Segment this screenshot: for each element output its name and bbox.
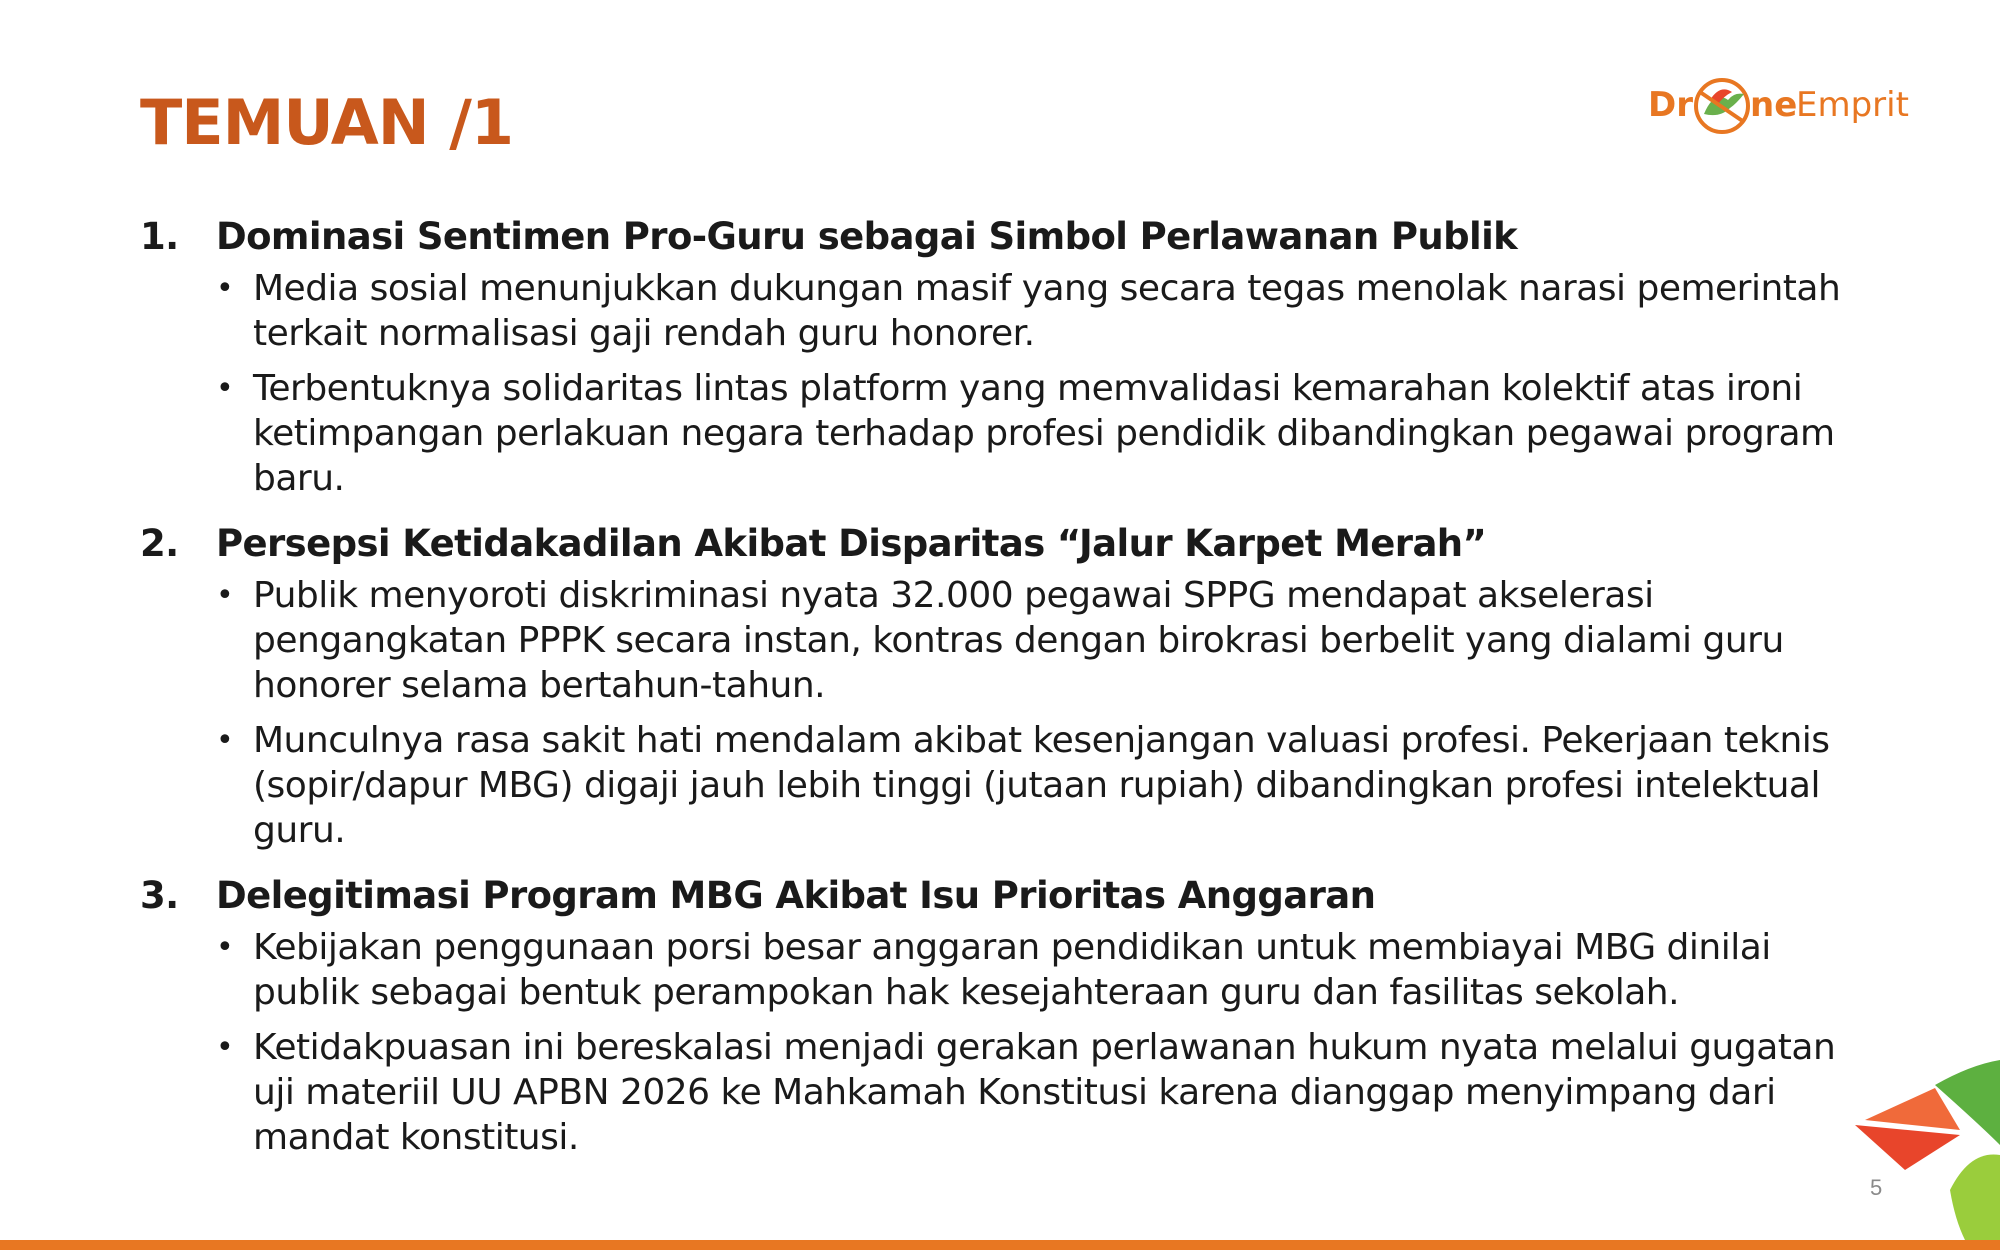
logo-text-suffix: Emprit [1796,85,1909,125]
finding-heading [140,871,1880,921]
finding-section-1 [140,212,1880,501]
finding-section-3 [140,871,1880,1160]
bullet-list [140,266,1880,501]
logo-text-prefix: Dr [1648,85,1693,125]
bullet-dot: • [216,1030,234,1065]
bullet-dot: • [216,723,234,758]
drone-emprit-logo [1648,70,1916,140]
drone-bird-icon [1696,80,1748,132]
finding-number: 3. [140,874,179,917]
bullet-item [140,1025,1880,1160]
bullet-dot: • [216,371,234,406]
finding-heading-text: Delegitimasi Program MBG Akibat Isu Prioritas Anggaran [216,874,1376,917]
bullet-text: Ketidakpuasan ini bereskalasi menjadi gerakan perlawanan hukum nyata melalui gugatan uji materiil UU APBN 2026 ke Mahkamah Konstitusi karena dianggap menyimpang dari mandat konstitusi. [253,1027,1836,1158]
finding-heading [140,212,1880,262]
findings-list [140,212,1880,1178]
bullet-text: Munculnya rasa sakit hati mendalam akibat kesenjangan valuasi profesi. Pekerjaan teknis (sopir/dapur MBG) digaji jauh lebih tinggi (jutaan rupiah) dibandingkan profesi intelektual guru. [253,720,1830,851]
corner-lime-shape [1950,1154,2000,1240]
finding-heading-text: Persepsi Ketidakadilan Akibat Disparitas “Jalur Karpet Merah” [216,522,1487,565]
bottom-accent-bar [0,1240,2000,1250]
bullet-text: Kebijakan penggunaan porsi besar anggaran pendidikan untuk membiayai MBG dinilai publik sebagai bentuk perampokan hak kesejahteraan guru dan fasilitas sekolah. [253,927,1771,1013]
bullet-text: Publik menyoroti diskriminasi nyata 32.000 pegawai SPPG mendapat akselerasi pengangkatan PPPK secara instan, kontras dengan birokrasi berbelit yang dialami guru honorer selama bertahun-tahun. [253,575,1784,706]
bullet-list [140,573,1880,853]
finding-heading [140,519,1880,569]
bullet-list [140,925,1880,1160]
bullet-item [140,366,1880,501]
slide-title: TEMUAN /1 [140,86,514,159]
finding-number: 1. [140,215,179,258]
bullet-item [140,925,1880,1015]
corner-red-shape [1855,1125,1960,1170]
finding-section-2 [140,519,1880,853]
bullet-text: Media sosial menunjukkan dukungan masif yang secara tegas menolak narasi pemerintah terkait normalisasi gaji rendah guru honorer. [253,268,1841,354]
logo-text-mid: ne [1750,85,1798,125]
bullet-dot: • [216,578,234,613]
page-number: 5 [1870,1175,1883,1200]
bullet-item [140,573,1880,708]
bullet-dot: • [216,271,234,306]
corner-green-shape [1935,1060,2000,1145]
bullet-dot: • [216,930,234,965]
bullet-item [140,266,1880,356]
corner-decoration [1840,1040,2000,1244]
bullet-item [140,718,1880,853]
finding-number: 2. [140,522,179,565]
finding-heading-text: Dominasi Sentimen Pro-Guru sebagai Simbol Perlawanan Publik [216,215,1518,258]
bullet-text: Terbentuknya solidaritas lintas platform yang memvalidasi kemarahan kolektif atas ironi ketimpangan perlakuan negara terhadap profesi pendidik dibandingkan pegawai program baru. [253,368,1835,499]
